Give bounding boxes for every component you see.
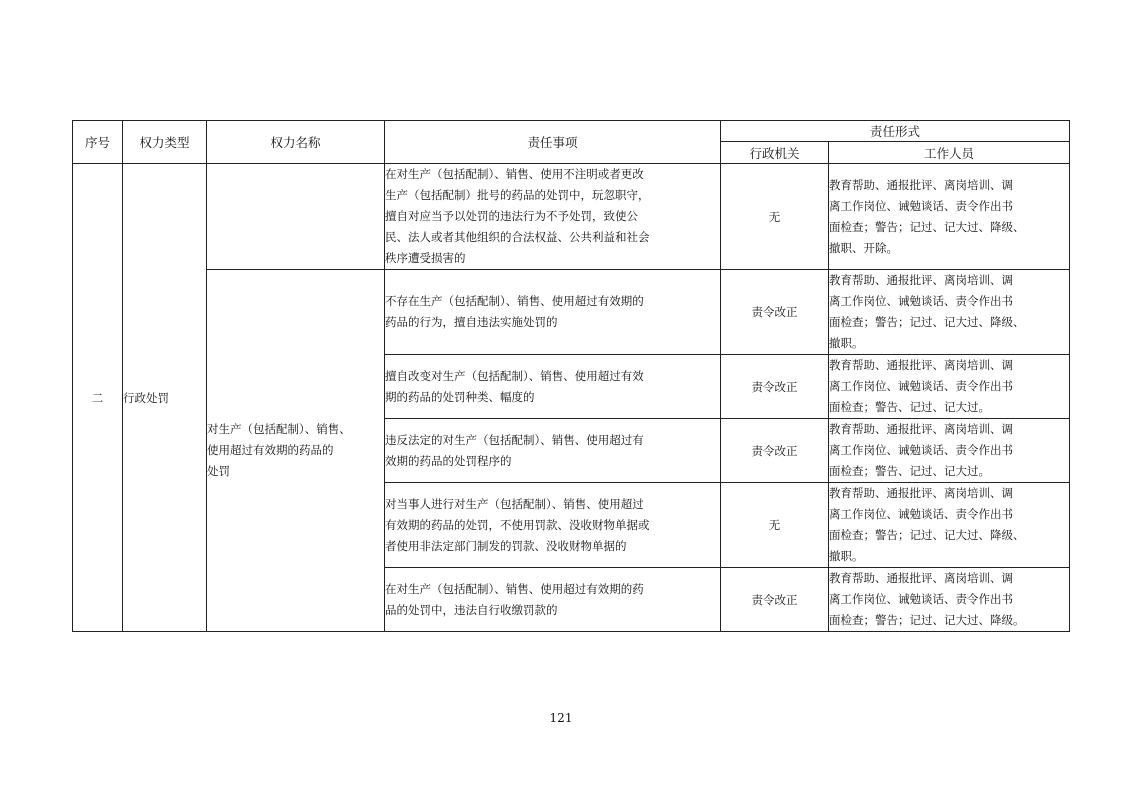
staff-cell: 教育帮助、通报批评、离岗培训、调 离工作岗位、诫勉谈话、责令作出书 面检查；警告；记过、记大过、降级。 xyxy=(829,568,1070,632)
admin-organ-cell: 责令改正 xyxy=(721,419,829,483)
header-row-1 xyxy=(73,121,1070,142)
header-responsibility-items: 责任事项 xyxy=(385,121,721,164)
responsibility-item-cell: 不存在生产（包括配制）、销售、使用超过有效期的 药品的行为，擅自违法实施处罚的 xyxy=(385,270,721,355)
admin-organ-cell: 无 xyxy=(721,164,829,270)
staff-cell: 教育帮助、通报批评、离岗培训、调 离工作岗位、诫勉谈话、责令作出书 面检查；警告；记过、记大过、降级、 撤职、开除。 xyxy=(829,164,1070,270)
responsibility-item-cell: 擅自改变对生产（包括配制）、销售、使用超过有效 期的药品的处罚种类、幅度的 xyxy=(385,355,721,419)
responsibility-item-cell: 在对生产（包括配制）、销售、使用不注明或者更改 生产（包括配制）批号的药品的处罚中，玩忽职守， 擅自对应当予以处罚的违法行为不予处罚，致使公 民、法人或者其他组织的合法权益、公共利益和社会 秩序遭受损害的 xyxy=(385,164,721,270)
responsibility-item-cell: 对当事人进行对生产（包括配制）、销售、使用超过 有效期的药品的处罚，不使用罚款、没收财物单据或 者使用非法定部门制发的罚款、没收财物单据的 xyxy=(385,483,721,568)
admin-organ-cell: 责令改正 xyxy=(721,270,829,355)
header-power-name: 权力名称 xyxy=(207,121,385,164)
staff-cell: 教育帮助、通报批评、离岗培训、调 离工作岗位、诫勉谈话、责令作出书 面检查；警告；记过、记大过、降级、 撤职。 xyxy=(829,483,1070,568)
admin-organ-cell: 无 xyxy=(721,483,829,568)
power-type-cell: 行政处罚 xyxy=(123,164,207,632)
staff-cell: 教育帮助、通报批评、离岗培训、调 离工作岗位、诫勉谈话、责令作出书 面检查；警告；记过、记大过、降级、 撤职。 xyxy=(829,270,1070,355)
responsibility-table xyxy=(72,120,1070,632)
header-responsibility-form: 责任形式 xyxy=(721,121,1070,142)
staff-cell: 教育帮助、通报批评、离岗培训、调 离工作岗位、诫勉谈话、责令作出书 面检查；警告、记过、记大过。 xyxy=(829,419,1070,483)
responsibility-item-cell: 违反法定的对生产（包括配制）、销售、使用超过有 效期的药品的处罚程序的 xyxy=(385,419,721,483)
power-name-cell-empty xyxy=(207,164,385,270)
seq-cell: 二 xyxy=(73,164,123,632)
header-seq: 序号 xyxy=(73,121,123,164)
table-row xyxy=(73,270,1070,355)
admin-organ-cell: 责令改正 xyxy=(721,355,829,419)
header-admin-organ: 行政机关 xyxy=(721,142,829,164)
responsibility-item-cell: 在对生产（包括配制）、销售、使用超过有效期的药 品的处罚中，违法自行收缴罚款的 xyxy=(385,568,721,632)
page-number: 121 xyxy=(549,711,573,725)
power-name-cell: 对生产（包括配制）、销售、 使用超过有效期的药品的 处罚 xyxy=(207,270,385,632)
staff-cell: 教育帮助、通报批评、离岗培训、调 离工作岗位、诫勉谈话、责令作出书 面检查；警告、记过、记大过。 xyxy=(829,355,1070,419)
header-power-type: 权力类型 xyxy=(123,121,207,164)
header-staff: 工作人员 xyxy=(829,142,1070,164)
admin-organ-cell: 责令改正 xyxy=(721,568,829,632)
table-row xyxy=(73,164,1070,270)
